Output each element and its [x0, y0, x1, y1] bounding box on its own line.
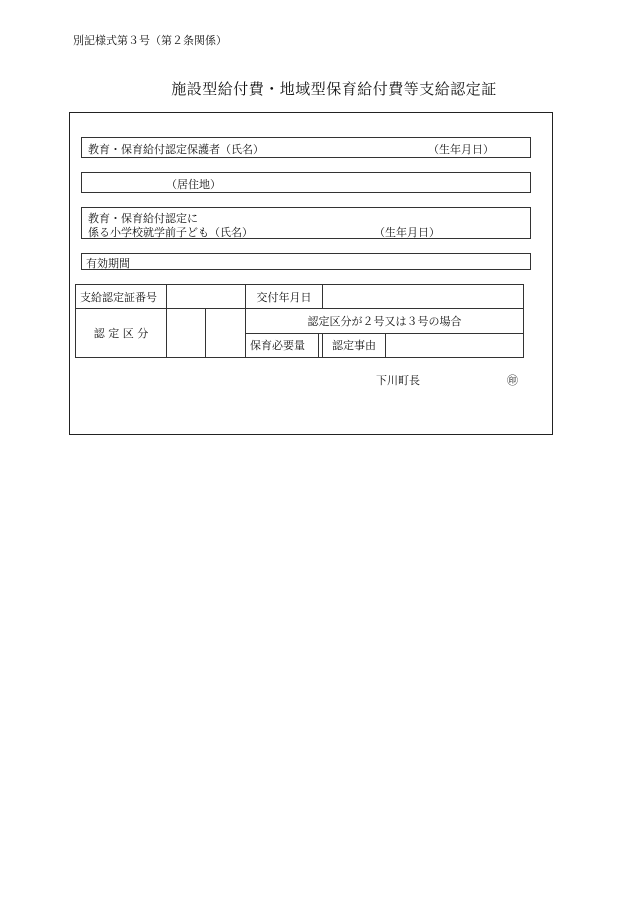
- guardian-name-label: 教育・保育給付認定保護者（氏名）: [88, 143, 264, 156]
- issue-date-label: 交付年月日: [246, 285, 323, 309]
- document-title: 施設型給付費・地域型保育給付費等支給認定証: [171, 80, 497, 98]
- child-label-line1: 教育・保育給付認定に: [88, 212, 198, 225]
- certificate-info-table: [75, 284, 524, 358]
- validity-period-label: 有効期間: [86, 257, 130, 270]
- category-label: 認 定 区 分: [76, 309, 167, 358]
- cert-number-value[interactable]: [167, 285, 246, 309]
- certificate-frame: [69, 112, 553, 435]
- care-need-cell: [246, 333, 323, 358]
- child-birthdate-label: （生年月日）: [374, 226, 440, 239]
- guardian-name-field[interactable]: [81, 137, 531, 158]
- category-note: 認定区分が２号又は３号の場合: [246, 309, 524, 334]
- address-field[interactable]: [81, 172, 531, 193]
- address-label: （居住地）: [166, 178, 221, 191]
- child-name-field[interactable]: [81, 207, 531, 239]
- child-label-line2: 係る小学校就学前子ども（氏名）: [88, 226, 253, 239]
- guardian-birthdate-label: （生年月日）: [428, 143, 494, 156]
- reason-value[interactable]: [386, 333, 524, 358]
- issuer-name: 下川町長: [376, 374, 420, 387]
- form-reference: 別記様式第３号（第２条関係）: [73, 34, 227, 47]
- issue-date-value[interactable]: [323, 285, 524, 309]
- category-value[interactable]: [167, 309, 246, 358]
- validity-period-field[interactable]: [81, 253, 531, 270]
- cert-number-label: 支給認定証番号: [76, 285, 167, 309]
- seal-icon: ㊞: [507, 374, 518, 387]
- reason-label: 認定事由: [323, 333, 386, 358]
- care-need-label: 保育必要量: [246, 334, 319, 357]
